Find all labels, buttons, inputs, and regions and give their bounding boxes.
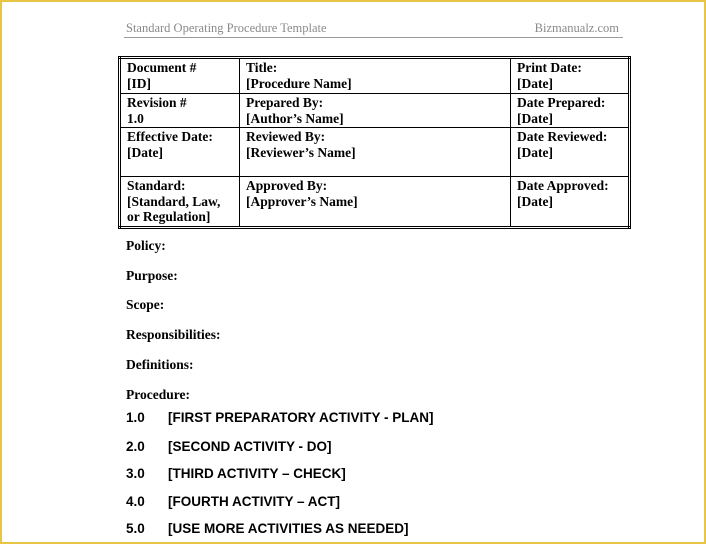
cell-label: Date Reviewed: — [517, 129, 608, 144]
table-cell — [240, 128, 511, 177]
activity-item — [126, 410, 434, 425]
cell-label: Print Date: — [517, 60, 582, 75]
table-cell — [120, 94, 240, 128]
table-row — [120, 94, 630, 128]
cell-value: [Procedure Name] — [246, 75, 352, 91]
activity-number: 1.0 — [126, 410, 145, 425]
table-cell — [511, 177, 630, 228]
section-heading-policy: Policy: — [126, 238, 166, 253]
activity-number: 5.0 — [126, 521, 145, 536]
cell-label: Approved By: — [246, 178, 328, 193]
cell-value: [Approver’s Name] — [246, 193, 358, 209]
cell-label: Document # — [127, 60, 197, 75]
activity-text: [THIRD ACTIVITY – CHECK] — [168, 466, 346, 481]
cell-value: [Date] — [517, 75, 553, 91]
section-heading-scope: Scope: — [126, 297, 165, 312]
activity-item — [126, 494, 340, 509]
cell-label: Effective Date: — [127, 129, 213, 144]
cell-value: 1.0 — [127, 110, 144, 126]
cell-label: Date Prepared: — [517, 95, 606, 110]
activity-number: 3.0 — [126, 466, 145, 481]
table-cell — [120, 128, 240, 177]
table-row — [120, 58, 630, 94]
table-cell — [240, 94, 511, 128]
activity-item — [126, 439, 332, 454]
table-cell — [240, 58, 511, 94]
header-title: Standard Operating Procedure Template — [126, 21, 327, 35]
activity-number: 2.0 — [126, 439, 145, 454]
cell-value: [Date] — [517, 110, 553, 126]
section-heading-responsibilities: Responsibilities: — [126, 327, 221, 342]
activity-text: [SECOND ACTIVITY - DO] — [168, 439, 332, 454]
activity-item — [126, 521, 409, 536]
header-site: Bizmanualz.com — [534, 21, 619, 35]
table-cell — [511, 94, 630, 128]
activity-text: [FIRST PREPARATORY ACTIVITY - PLAN] — [168, 410, 434, 425]
cell-value: [Date] — [517, 144, 553, 160]
cell-label: Reviewed By: — [246, 129, 326, 144]
cell-value: [Date] — [127, 144, 163, 160]
cell-value: [Author’s Name] — [246, 110, 344, 126]
activity-text: [USE MORE ACTIVITIES AS NEEDED] — [168, 521, 409, 536]
activity-text: [FOURTH ACTIVITY – ACT] — [168, 494, 340, 509]
cell-label: Date Approved: — [517, 178, 609, 193]
document-info-table — [118, 56, 631, 229]
cell-label: Prepared By: — [246, 95, 324, 110]
activity-item — [126, 466, 346, 481]
table-cell — [511, 128, 630, 177]
cell-label: Title: — [246, 60, 278, 75]
table-cell — [240, 177, 511, 228]
table-cell — [120, 177, 240, 228]
cell-value: [Reviewer’s Name] — [246, 144, 356, 160]
table-cell — [120, 58, 240, 94]
table-cell — [511, 58, 630, 94]
table-row — [120, 177, 630, 228]
section-heading-procedure: Procedure: — [126, 387, 190, 402]
cell-value: [Date] — [517, 193, 553, 209]
table-row — [120, 128, 630, 177]
section-heading-purpose: Purpose: — [126, 268, 178, 283]
cell-label: Revision # — [127, 95, 187, 110]
page-header — [124, 19, 623, 38]
section-heading-definitions: Definitions: — [126, 357, 194, 372]
activity-number: 4.0 — [126, 494, 145, 509]
cell-label: Standard: — [127, 178, 186, 193]
cell-value: [ID] — [127, 75, 151, 91]
cell-value: [Standard, Law, or Regulation] — [127, 193, 221, 224]
